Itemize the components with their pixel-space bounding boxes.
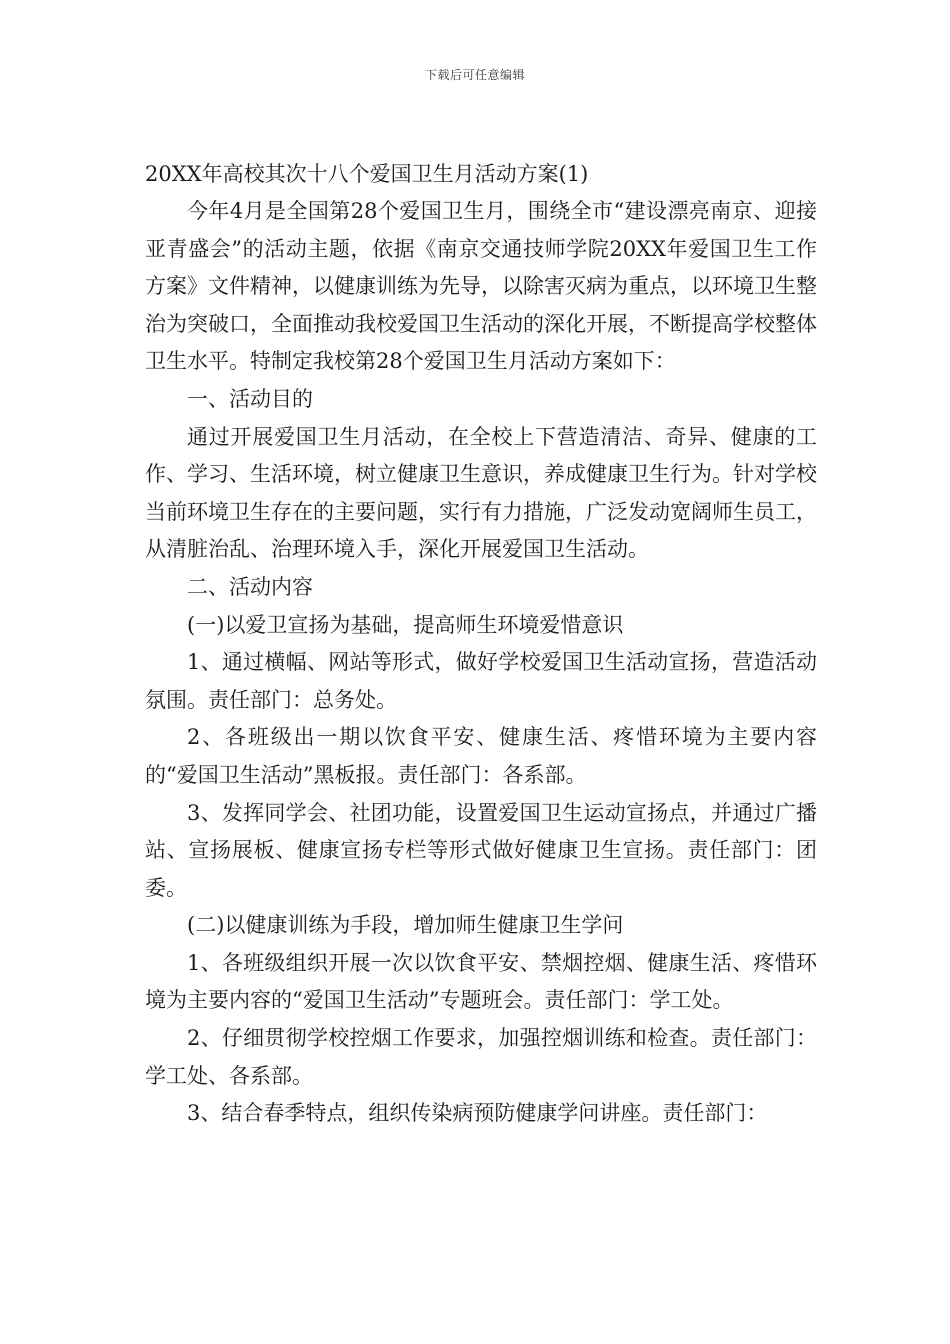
list-item: 1、通过横幅、网站等形式，做好学校爱国卫生活动宣扬，营造活动氛围。责任部门：总务处。: [145, 650, 817, 712]
list-item: 3、结合春季特点，组织传染病预防健康学问讲座。责任部门：: [187, 1101, 768, 1126]
section-heading-content: 二、活动内容: [187, 574, 313, 599]
list-item: 3、发挥同学会、社团功能，设置爱国卫生运动宣扬点，并通过广播站、宣扬展板、健康宣扬专栏等形式做好健康卫生宣扬。责任部门：团委。: [145, 800, 817, 900]
subsection-heading-2: (二)以健康训练为手段，增加师生健康卫生学问: [187, 913, 624, 938]
subsection-heading-1: (一)以爱卫宣扬为基础，提高师生环境爱惜意识: [187, 612, 624, 637]
list-item: 1、各班级组织开展一次以饮食平安、禁烟控烟、健康生活、疼惜环境为主要内容的“爱国卫生活动”专题班会。责任部门：学工处。: [145, 950, 817, 1013]
list-item: 2、仔细贯彻学校控烟工作要求，加强控烟训练和检查。责任部门：学工处、各系部。: [145, 1026, 817, 1088]
paragraph-intro: 今年4月是全国第28个爱国卫生月，围绕全市“建设漂亮南京、迎接亚青盛会”的活动主题，依据《南京交通技师学院20XX年爱国卫生工作方案》文件精神，以健康训练为先导，以除害灭病为重点，以环境卫生整治为突破口，全面推动我校爱国卫生活动的深化开展，不断提高学校整体卫生水平。特制定我校第28个爱国卫生月活动方案如下：: [145, 199, 817, 374]
list-item: 2、各班级出一期以饮食平安、健康生活、疼惜环境为主要内容的“爱国卫生活动”黑板报。责任部门：各系部。: [145, 725, 817, 787]
paragraph-purpose: 通过开展爱国卫生月活动，在全校上下营造清洁、奇异、健康的工作、学习、生活环境，树立健康卫生意识，养成健康卫生行为。针对学校当前环境卫生存在的主要问题，实行有力措施，广泛发动宽阔师生员工，从清脏治乱、治理环境入手，深化开展爱国卫生活动。: [145, 424, 817, 562]
document-body: [145, 156, 817, 1133]
header-note: 下载后可任意编辑: [424, 68, 525, 82]
section-heading-purpose: 一、活动目的: [187, 386, 313, 411]
document-title: 20XX年高校其次十八个爱国卫生月活动方案(1): [145, 162, 589, 186]
